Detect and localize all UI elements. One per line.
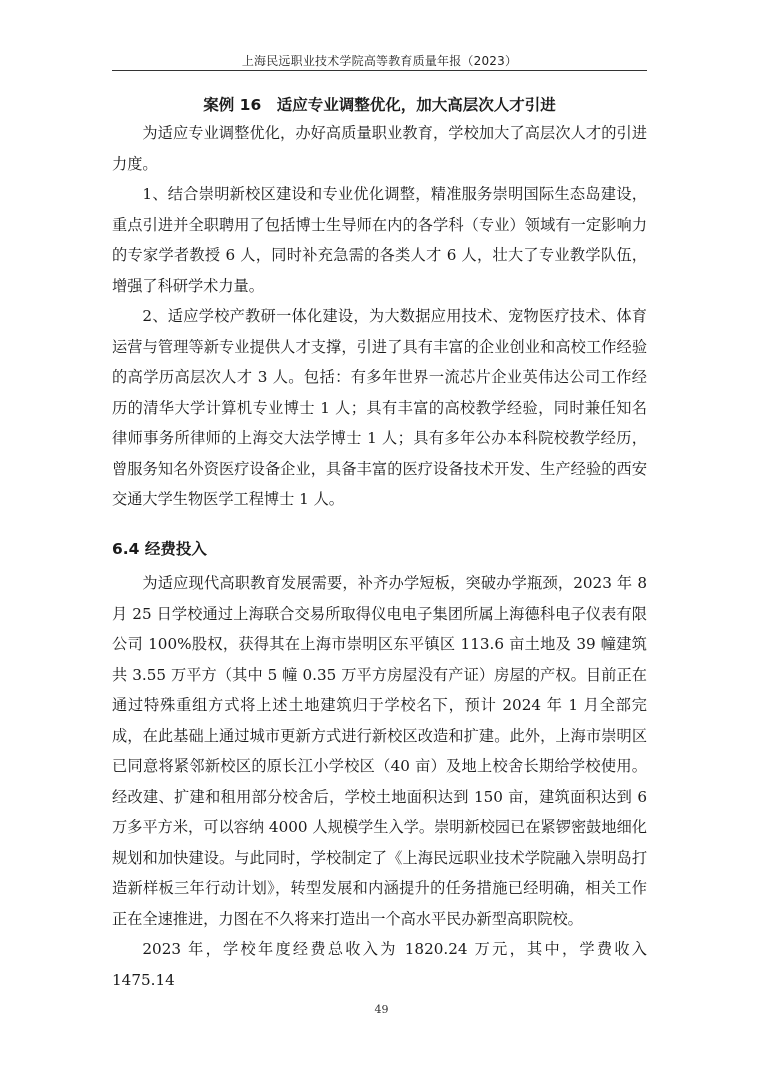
case-body [112, 118, 647, 515]
section-paragraph: 2023 年，学校年度经费总收入为 1820.24 万元，其中，学费收入 1475.14 [112, 940, 647, 989]
case-paragraph: 2、适应学校产教研一体化建设，为大数据应用技术、宠物医疗技术、体育运营与管理等新专业提供人才支撑，引进了具有丰富的企业创业和高校工作经验的高学历高层次人才 3 人。包括：有多年世界一流芯片企业英伟达公司工作经历的清华大学计算机专业博士 1 人；具有丰富的高校教学经验，同时兼任知名律师事务所律师的上海交大法学博士 1 人；具有多年公办本科院校教学经历，曾服务知名外资医疗设备企业，具备丰富的医疗设备技术开发、生产经验的西安交通大学生物医学工程博士 1 人。 [112, 307, 647, 508]
section-paragraph: 为适应现代高职教育发展需要，补齐办学短板，突破办学瓶颈，2023 年 8 月 25 日学校通过上海联合交易所取得仪电电子集团所属上海德科电子仪表有限公司 100%股权，获得其在上海市崇明区东平镇区 113.6 亩土地及 39 幢建筑共 3.55 万平方（其中 5 幢 0.35 万平方房屋没有产证）房屋的产权。目前正在通过特殊重组方式将上述土地建筑归于学校名下，预计 2024 年 1 月全部完成，在此基础上通过城市更新方式进行新校区改造和扩建。此外，上海市崇明区已同意将紧邻新校区的原长江小学校区（40 亩）及地上校舍长期给学校使用。经改建、扩建和租用部分校舍后，学校土地面积达到 150 亩，建筑面积达到 6 万多平方米，可以容纳 4000 人规模学生入学。崇明新校园已在紧锣密鼓地细化规划和加快建设。与此同时，学校制定了《上海民远职业技术学院融入崇明岛打造新样板三年行动计划》，转型发展和内涵提升的任务措施已经明确，相关工作正在全速推进，力图在不久将来打造出一个高水平民办新型高职院校。 [112, 574, 647, 928]
section-body [112, 568, 647, 995]
case-paragraph: 1、结合崇明新校区建设和专业优化调整，精准服务崇明国际生态岛建设，重点引进并全职聘用了包括博士生导师在内的各学科（专业）领域有一定影响力的专家学者教授 6 人，同时补充急需的各类人才 6 人，壮大了专业教学队伍，增强了科研学术力量。 [112, 185, 647, 295]
case-title: 案例 16 适应专业调整优化，加大高层次人才引进 [203, 96, 556, 114]
header-divider [112, 70, 647, 71]
page-number: 49 [374, 1003, 389, 1016]
running-header: 上海民远职业技术学院高等教育质量年报（2023） [241, 54, 518, 68]
case-paragraph: 为适应专业调整优化，办好高质量职业教育，学校加大了高层次人才的引进力度。 [112, 124, 647, 173]
section-heading: 6.4 经费投入 [112, 540, 207, 558]
